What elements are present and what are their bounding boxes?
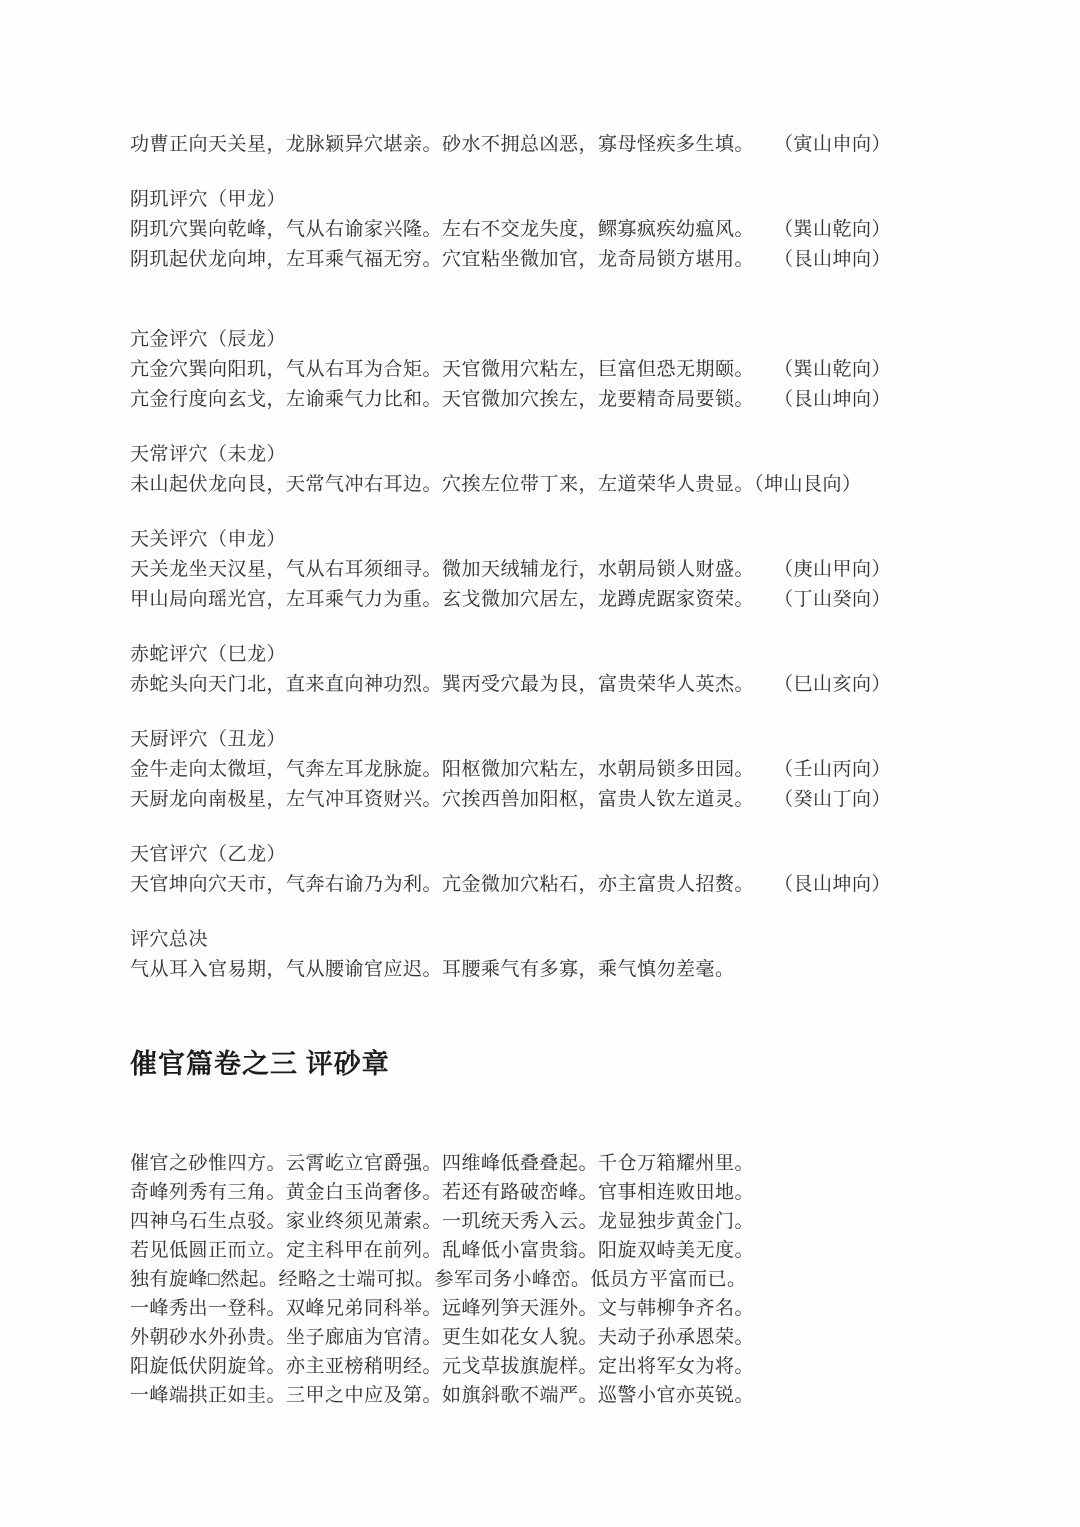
verse-section <box>130 185 1040 275</box>
sand-line: 催官之砂惟四方。云霄屹立官爵强。四维峰低叠叠起。千仓万箱耀州里。 <box>130 1153 755 1174</box>
section-header: 评穴总决 <box>130 929 209 950</box>
section-header: 阴玑评穴（甲龙） <box>130 189 287 210</box>
verse-section <box>130 440 1040 500</box>
verse-line: 功曹正向天关星，龙脉颖异穴堪亲。砂水不拥总凶恶，寡母怪疾多生填。 （寅山申向） <box>130 134 892 155</box>
verse-line: 天官坤向穴天市，气奔右谕乃为利。亢金微加穴粘石，亦主富贵人招赘。 （艮山坤向） <box>130 874 892 895</box>
verse-section <box>130 840 1040 900</box>
sand-line: 奇峰列秀有三角。黄金白玉尚奢侈。若还有路破峦峰。官事相连败田地。 <box>130 1182 755 1203</box>
verse-line: 天关龙坐天汉星，气从右耳须细寻。微加天绒辅龙行，水朝局锁人财盛。 （庚山甲向） <box>130 559 892 580</box>
section-header: 亢金评穴（辰龙） <box>130 329 287 350</box>
verse-section <box>130 640 1040 700</box>
sand-line: 独有旋峰□然起。经略之士端可拟。参军司务小峰峦。低员方平富而已。 <box>130 1269 747 1290</box>
chapter-heading: 催官篇卷之三 评砂章 <box>130 1049 390 1079</box>
section-header: 天常评穴（未龙） <box>130 444 287 465</box>
section-header: 天厨评穴（丑龙） <box>130 729 287 750</box>
verse-line: 阴玑起伏龙向坤，左耳乘气福无穷。穴宜粘坐微加官，龙奇局锁方堪用。 （艮山坤向） <box>130 249 892 270</box>
sand-line: 若见低圆正而立。定主科甲在前列。乱峰低小富贵翁。阳旋双峙美无度。 <box>130 1240 755 1261</box>
verse-section <box>130 725 1040 815</box>
verse-section <box>130 325 1040 415</box>
verse-line: 金牛走向太微垣，气奔左耳龙脉旋。阳枢微加穴粘左，水朝局锁多田园。 （壬山丙向） <box>130 759 892 780</box>
verse-line: 甲山局向瑶光宫，左耳乘气力为重。玄戈微加穴居左，龙蹲虎踞家资荣。 （丁山癸向） <box>130 589 892 610</box>
section-header: 天官评穴（乙龙） <box>130 844 287 865</box>
sand-line: 一峰秀出一登科。双峰兄弟同科举。远峰列笋天涯外。文与韩柳争齐名。 <box>130 1298 755 1319</box>
sand-chapter-body <box>130 1149 1040 1410</box>
verse-section <box>130 525 1040 615</box>
verse-line: 赤蛇头向天门北，直来直向神功烈。巽丙受穴最为艮，富贵荣华人英杰。 （巳山亥向） <box>130 674 892 695</box>
verse-line: 天厨龙向南极星，左气冲耳资财兴。穴挨西兽加阳枢，富贵人钦左道灵。 （癸山丁向） <box>130 789 892 810</box>
verse-section <box>130 925 1040 985</box>
verse-line: 亢金行度向玄戈，左谕乘气力比和。天官微加穴挨左，龙要精奇局要锁。 （艮山坤向） <box>130 389 892 410</box>
verse-section <box>130 130 1040 160</box>
verse-line: 未山起伏龙向艮，天常气冲右耳边。穴挨左位带丁来，左道荣华人贵显。（坤山艮向） <box>130 474 862 495</box>
sand-line: 阳旋低伏阴旋耸。亦主亚榜稍明经。元戈草拔旗旎样。定出将军女为将。 <box>130 1356 755 1377</box>
sand-line: 一峰端拱正如圭。三甲之中应及第。如旗斜歌不端严。巡警小官亦英锐。 <box>130 1385 755 1406</box>
sand-line: 外朝砂水外孙贵。坐子廊庙为官清。更生如花女人貌。夫动子孙承恩荣。 <box>130 1327 755 1348</box>
verse-line: 气从耳入官易期，气从腰谕官应迟。耳腰乘气有多寡，乘气慎勿差毫。 <box>130 959 735 980</box>
verse-line: 亢金穴巽向阳玑，气从右耳为合矩。天官微用穴粘左，巨富但恐无期颐。 （巽山乾向） <box>130 359 892 380</box>
section-header: 赤蛇评穴（巳龙） <box>130 644 287 665</box>
verse-line: 阴玑穴巽向乾峰，气从右谕家兴隆。左右不交龙失度，鳏寡疯疾幼瘟风。 （巽山乾向） <box>130 219 892 240</box>
section-header: 天关评穴（申龙） <box>130 529 287 550</box>
sand-line: 四神乌石生点驳。家业终须见萧索。一玑统天秀入云。龙显独步黄金门。 <box>130 1211 755 1232</box>
